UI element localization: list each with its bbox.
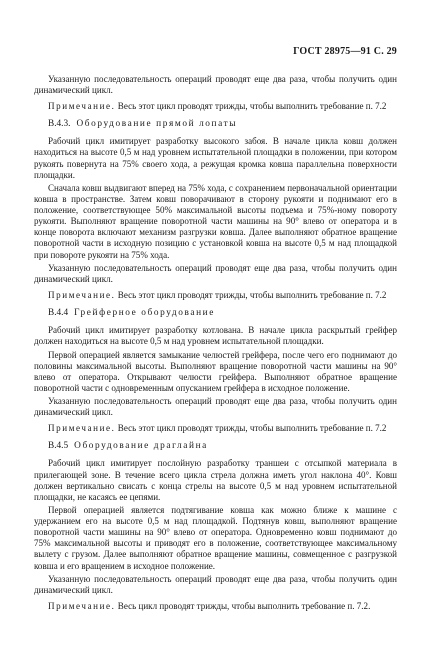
section-number: В.4.4 [48, 308, 69, 319]
paragraph: Первой операцией является замыкание челюстей грейфера, после чего его поднимают до половины максимальной высоты. Выполняют вращение поворотной части машины на 90° влево от оператора. Открывают челюсти грейфера. Выполняют обратное вращение поворотной части с одновременным опусканием грейфера в исходное положение. [34, 349, 397, 393]
note-label: Примечание. [48, 423, 116, 434]
section-title: Оборудование драглайна [74, 441, 208, 452]
paragraph: Указанную последовательность операций проводят еще два раза, чтобы получить один динамический цикл. [34, 262, 397, 284]
section-title: Грейферное оборудование [74, 308, 215, 319]
section-heading [34, 308, 397, 319]
note-text: Весь этот цикл проводят трижды, чтобы выполнить требование п. 7.2 [115, 101, 387, 112]
paragraph: Указанную последовательность операций проводят еще два раза, чтобы получить один динамический цикл. [34, 573, 397, 595]
paragraph: Рабочий цикл имитирует разработку высокого забоя. В начале цикла ковш должен находиться на высоте 0,5 м над уровнем испытательной площадки в положении, при котором рукоять повернута на 75% своего хода, а режущая кромка ковша параллельна поверхности площадки. [34, 136, 397, 180]
section-title: Оборудование прямой лопаты [76, 119, 238, 130]
note-paragraph [34, 290, 397, 301]
document-body [34, 74, 397, 617]
section-number: В.4.3. [48, 119, 71, 130]
note-paragraph [34, 601, 397, 612]
note-paragraph [34, 101, 397, 112]
note-text: Весь цикл проводят трижды, чтобы выполнить требование п. 7.2. [115, 600, 371, 611]
note-paragraph [34, 423, 397, 434]
paragraph: Указанную последовательность операций проводят еще два раза, чтобы получить один динамический цикл. [34, 74, 397, 96]
paragraph: Рабочий цикл имитирует разработку котлована. В начале цикла раскрытый грейфер должен находиться на высоте 0,5 м над уровнем испытательной площадки. [34, 325, 397, 347]
paragraph: Указанную последовательность операций проводят еще два раза, чтобы получить один динамический цикл. [34, 396, 397, 418]
paragraph: Сначала ковш выдвигают вперед на 75% хода, с сохранением первоначальной ориентации ковша в пространстве. Затем ковш поворачивают в сторону рукояти и поднимают его в положение, соответствующее 50% максимальной высоты подъема и 75%-ному повороту рукояти. Выполняют вращение поворотной части машины на 90° влево от оператора и в конце поворота включают механизм разгрузки ковша. Далее выполняют обратное вращение поворотной части в исходную позицию с установкой ковша на высоте 0,5 м над площадкой при повороте рукояти на 75% хода. [34, 182, 397, 260]
paragraph: Первой операцией является подтягивание ковша как можно ближе к машине с удержанием его на высоте 0,5 м над площадкой. Подтянув ковш, выполняют вращение поворотной части машины на 90° влево от оператора. Одновременно ковш поднимают до 75% максимальной высоты и приводят его в положение, соответствующее максимальному вылету с грузом. Далее выполняют обратное вращение машины, совмещенное с разгрузкой ковша и его вращением в исходное положение. [34, 505, 397, 571]
section-number: В.4.5 [48, 441, 69, 452]
page-header: ГОСТ 28975—91 С. 29 [293, 46, 397, 57]
section-heading [34, 441, 397, 452]
note-text: Весь этот цикл проводят трижды, чтобы выполнить требование п. 7.2 [115, 289, 387, 300]
note-label: Примечание. [48, 600, 116, 611]
note-label: Примечание. [48, 101, 116, 112]
paragraph: Рабочий цикл имитирует послойную разработку траншеи с отсыпкой материала в прилегающей зоне. В течение всего цикла стрела должна иметь угол наклона 40°. Ковш должен вертикально свисать с конца стрелы на высоте 0,5 м над уровнем испытательной площадки, не касаясь ее цепями. [34, 458, 397, 502]
note-text: Весь этот цикл проводят трижды, чтобы выполнить требование п. 7.2 [115, 423, 387, 434]
note-label: Примечание. [48, 289, 116, 300]
section-heading [34, 119, 397, 130]
